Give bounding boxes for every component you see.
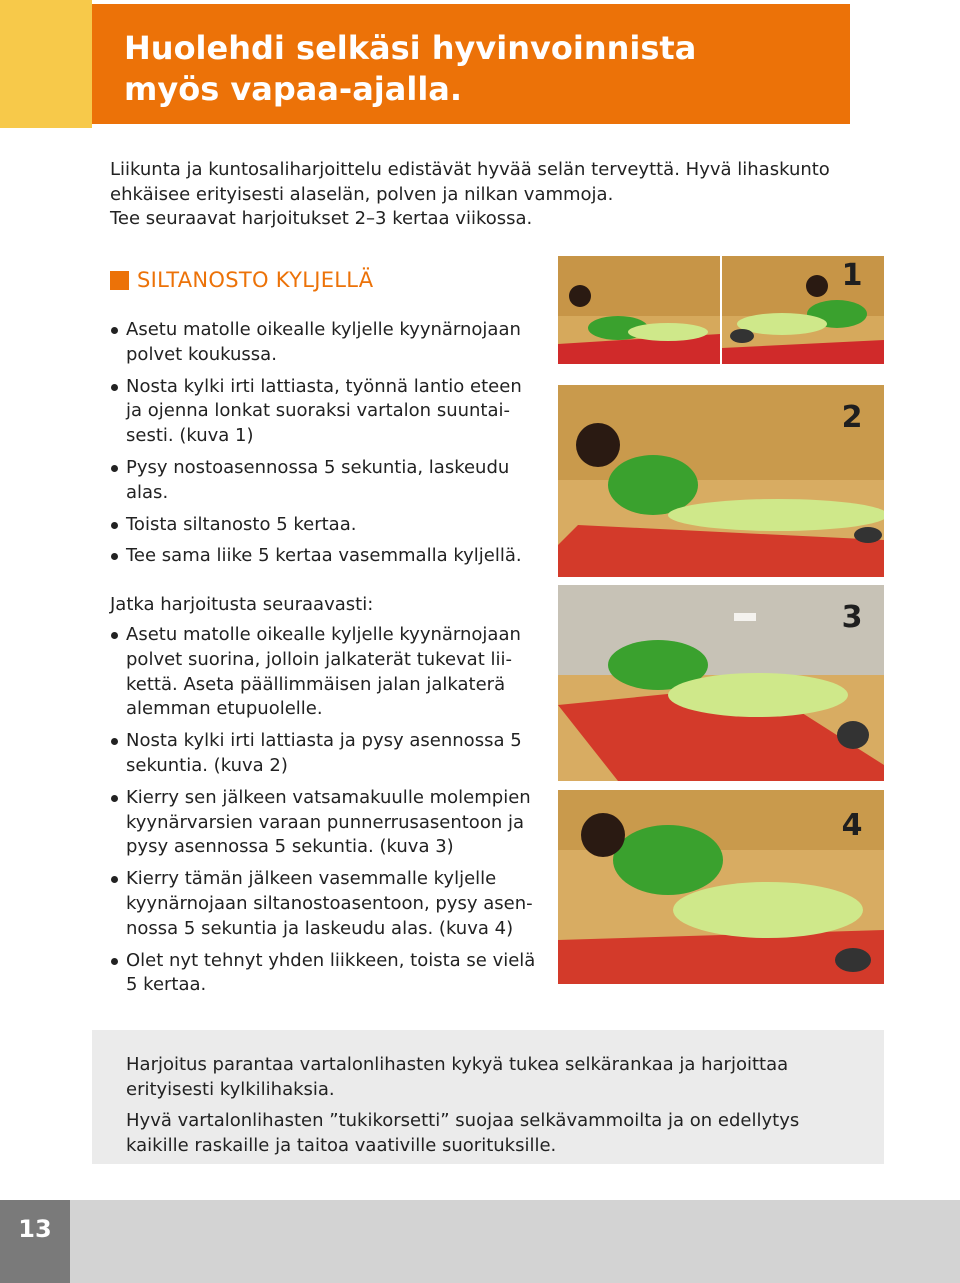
info-line: kaikille raskaille ja taitoa vaativille suorituksille. [126, 1135, 557, 1156]
page-title-line-1: Huolehdi selkäsi hyvinvoinnista [124, 29, 697, 67]
info-paragraph-1 [126, 1052, 846, 1102]
photo-number-4: 4 [841, 808, 863, 843]
list-item: Pysy nostoasennossa 5 sekuntia, laskeudu alas. [110, 456, 540, 506]
continue-label: Jatka harjoitusta seuraavasti: [110, 594, 374, 615]
section-heading [110, 267, 373, 293]
intro-line-3: Tee seuraavat harjoitukset 2–3 kertaa viikossa. [110, 208, 533, 229]
list-item: Toista siltanosto 5 kertaa. [110, 513, 540, 538]
section-heading-text: SILTANOSTO KYLJELLÄ [137, 268, 374, 292]
list-item: Asetu matolle oikealle kyljelle kyynärnojaan polvet koukussa. [110, 318, 540, 368]
info-paragraph-2 [126, 1108, 846, 1158]
photo-number-1: 1 [841, 258, 863, 293]
intro-line-2: ehkäisee erityisesti alaselän, polven ja nilkan vammoja. [110, 183, 614, 205]
page-title [124, 28, 824, 110]
list-item: Kierry sen jälkeen vatsamakuulle molempien kyynärvarsien varaan punnerrusasentoon ja pysy asennossa 5 sekuntia. (kuva 3) [110, 786, 540, 860]
info-box [92, 1030, 884, 1164]
intro-line-1: Liikunta ja kuntosaliharjoittelu edistävät hyvää selän terveyttä. Hyvä lihaskunto [110, 159, 830, 180]
list-item: Tee sama liike 5 kertaa vasemmalla kyljellä. [110, 544, 540, 569]
list-item: Olet nyt tehnyt yhden liikkeen, toista se vielä 5 kertaa. [110, 949, 540, 999]
info-line: Harjoitus parantaa vartalonlihasten kykyä tukea selkärankaa ja harjoittaa [126, 1054, 789, 1075]
info-line: erityisesti kylkilihaksia. [126, 1079, 335, 1100]
list-item: Asetu matolle oikealle kyljelle kyynärnojaan polvet suorina, jolloin jalkaterät tukevat lii-kettä. Aseta päällimmäisen jalan jalkaterä alemman etupuolelle. [110, 623, 540, 722]
intro-paragraph [110, 158, 830, 232]
photo-number-2: 2 [841, 400, 863, 435]
list-item: Nosta kylki irti lattiasta, työnnä lantio eteen ja ojenna lonkat suoraksi vartalon suuntai-sesti. (kuva 1) [110, 375, 540, 449]
list-item: Nosta kylki irti lattiasta ja pysy asennossa 5 sekuntia. (kuva 2) [110, 729, 540, 779]
steps-list-continued [110, 623, 540, 1005]
exercise-photo-1a [558, 256, 720, 364]
list-item: Kierry tämän jälkeen vasemmalle kyljelle kyynärnojaan siltanostoasentoon, pysy asen-nossa 5 sekuntia ja laskeudu alas. (kuva 4) [110, 867, 540, 941]
photo-number-3: 3 [841, 600, 863, 635]
steps-list [110, 318, 540, 576]
page-number: 13 [18, 1215, 52, 1243]
header-accent-strip [0, 0, 92, 128]
footer-band [70, 1200, 960, 1283]
info-line: Hyvä vartalonlihasten ”tukikorsetti” suojaa selkävammoilta ja on edellytys [126, 1110, 800, 1131]
square-bullet-icon [110, 271, 129, 290]
page-title-line-2: myös vapaa-ajalla. [124, 70, 463, 108]
